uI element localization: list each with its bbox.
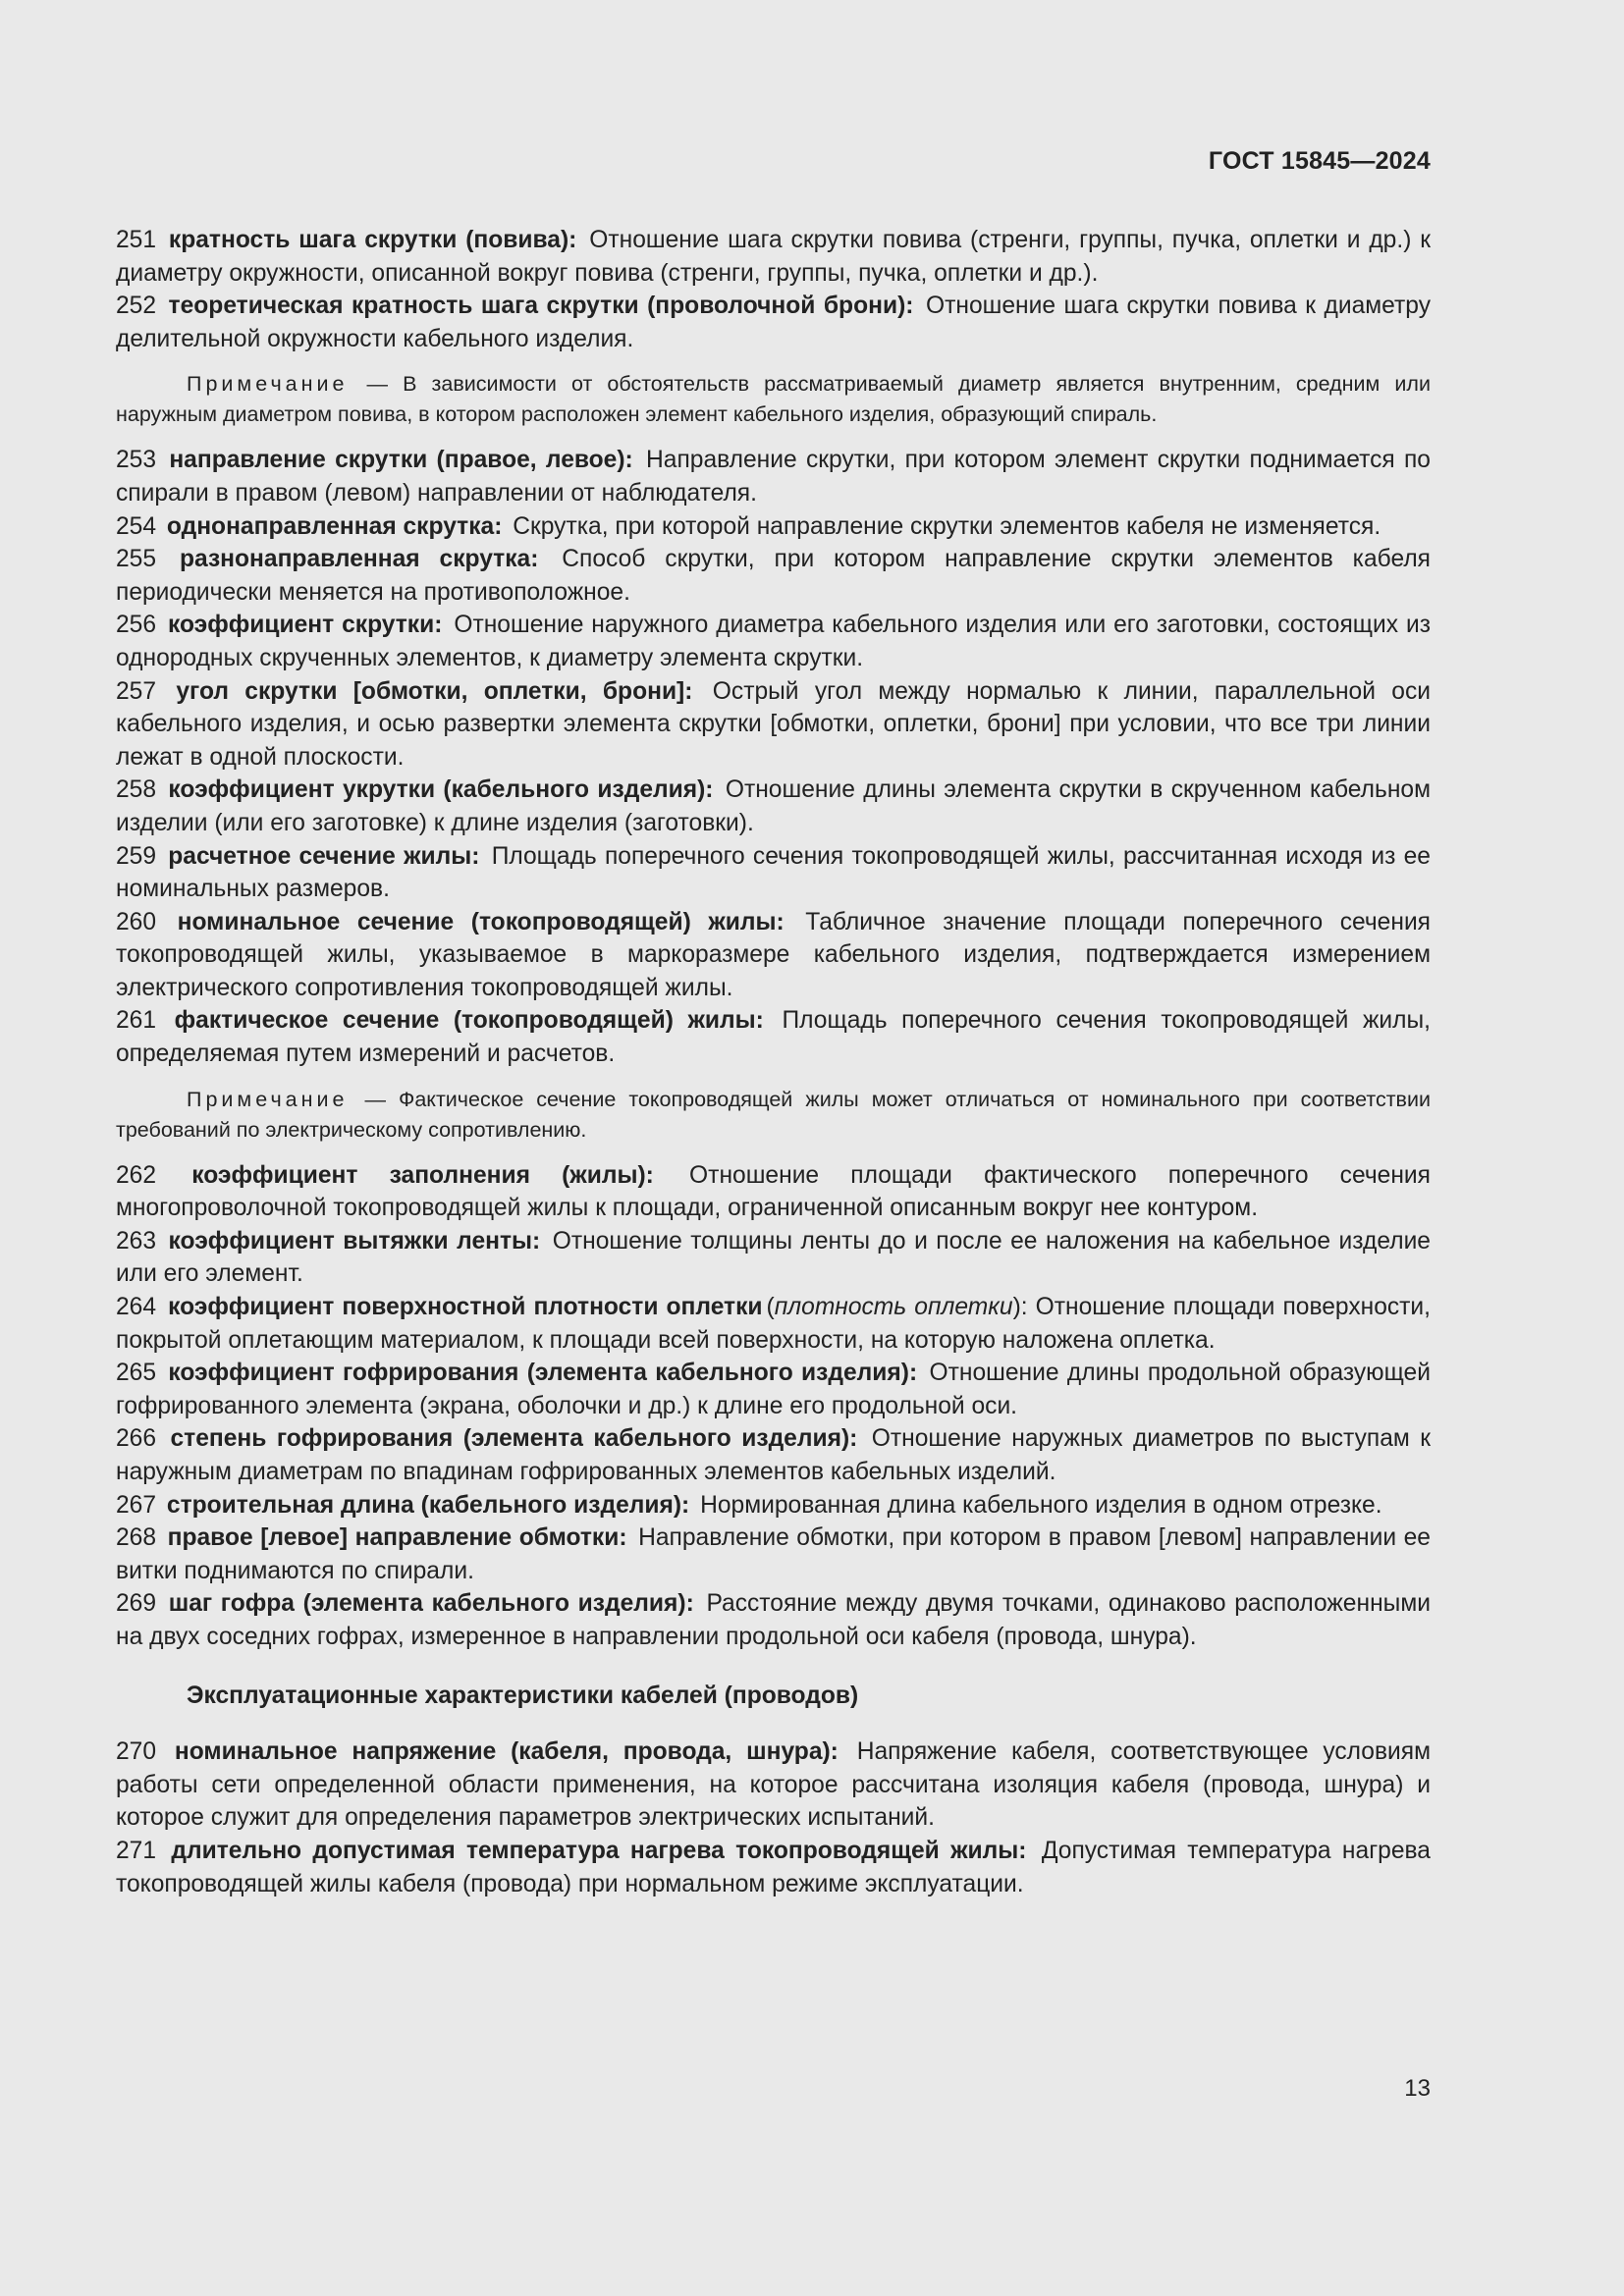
document-header: ГОСТ 15845—2024: [1208, 147, 1431, 175]
entry-term: разнонаправленная скрутка:: [179, 546, 539, 573]
note-1: [116, 369, 1431, 430]
entry-number: 255: [116, 546, 157, 573]
entry-term: номинальное напряжение (кабеля, провода, шнура):: [174, 1738, 839, 1766]
entry-definition: Напряжение кабеля, соответствующее условиям работы сети определенной области применения, на которое рассчитана изоляция кабеля (провода, шнура) и которое служит для определения параметров электрических испытаний.: [116, 1738, 1431, 1832]
entry-term: длительно допустимая температура нагрева токопроводящей жилы:: [171, 1837, 1027, 1864]
entry-number: 267: [116, 1491, 157, 1519]
term-entry-253: [116, 444, 1431, 509]
entry-term: теоретическая кратность шага скрутки (проволочной брони):: [168, 293, 914, 320]
entry-number: 260: [116, 908, 157, 935]
entry-term: коэффициент гофрирования (элемента кабельного изделия):: [168, 1360, 918, 1387]
entry-number: 266: [116, 1425, 157, 1453]
entry-definition: Допустимая температура нагрева токопроводящей жилы кабеля (провода) при нормальном режиме эксплуатации.: [116, 1837, 1431, 1897]
paren-open: (: [766, 1294, 775, 1321]
entry-number: 256: [116, 612, 157, 639]
entry-definition: Табличное значение площади поперечного сечения токопроводящей жилы, указываемое в маркоразмере кабельного изделия, подтверждается измерением электрического сопротивления токопроводящей жилы.: [116, 908, 1432, 1001]
entry-number: 270: [116, 1738, 157, 1766]
entry-definition: Отношение шага скрутки повива (стренги, группы, пучка, оплетки и др.) к диаметру окружности, описанной вокруг повива (стренги, группы, пучка, оплетки и др.).: [116, 227, 1432, 287]
term-entry-251: [116, 224, 1431, 290]
term-entry-266: [116, 1422, 1431, 1488]
entry-term: коэффициент скрутки:: [167, 612, 443, 639]
entry-term: направление скрутки (правое, левое):: [169, 447, 633, 474]
entry-number: 259: [116, 842, 157, 870]
entry-term-synonym: плотность оплетки: [774, 1294, 1013, 1321]
entry-definition: Площадь поперечного сечения токопроводящей жилы, определяемая путем измерений и расчетов.: [116, 1007, 1431, 1068]
page-number: 13: [1404, 2075, 1431, 2102]
entry-definition: Площадь поперечного сечения токопроводящей жилы, рассчитанная исходя из ее номинальных размеров.: [116, 842, 1431, 903]
entry-number: 269: [116, 1590, 157, 1618]
entry-number: 268: [116, 1524, 157, 1552]
entry-number: 252: [116, 293, 157, 320]
entry-definition: Отношение толщины ленты до и после ее наложения на кабельное изделие или его элемент.: [116, 1227, 1431, 1288]
paren-close: ):: [1012, 1294, 1028, 1321]
entry-number: 264: [116, 1294, 157, 1321]
entry-definition: Отношение длины элемента скрутки в скрученном кабельном изделии (или его заготовке) к длине изделия (заготовки).: [116, 776, 1432, 836]
note-text: — Фактическое сечение токопроводящей жилы может отличаться от номинального при соответствии требований по электрическому сопротивлению.: [116, 1087, 1431, 1142]
entry-definition: Направление обмотки, при котором в правом [левом] направлении ее витки поднимаются по спирали.: [116, 1524, 1431, 1584]
entry-term: однонаправленная скрутка:: [166, 512, 503, 540]
entry-definition: Отношение площади фактического поперечного сечения многопроволочной токопроводящей жилы к площади, ограниченной описанным вокруг нее контуром.: [116, 1161, 1431, 1222]
entry-term: коэффициент заполнения (жилы):: [191, 1161, 654, 1189]
term-entry-263: [116, 1225, 1431, 1291]
note-2: [116, 1085, 1431, 1146]
term-entry-269: [116, 1587, 1431, 1653]
term-entry-271: [116, 1835, 1431, 1900]
entry-number: 265: [116, 1360, 157, 1387]
entry-definition: Отношение наружных диаметров по выступам к наружным диаметрам по впадинам гофрированных элементов кабельных изделий.: [116, 1425, 1431, 1485]
term-entry-261: [116, 1004, 1431, 1070]
term-entry-256: [116, 609, 1431, 674]
document-body: [116, 224, 1431, 1900]
term-entry-267: [116, 1489, 1431, 1522]
entry-definition: Скрутка, при которой направление скрутки элементов кабеля не изменяется.: [513, 512, 1381, 540]
entry-definition: Отношение наружного диаметра кабельного изделия или его заготовки, состоящих из однородных скрученных элементов, к диаметру элемента скрутки.: [116, 612, 1431, 671]
entry-number: 254: [116, 512, 157, 540]
term-entry-254: [116, 510, 1431, 544]
entry-number: 263: [116, 1227, 157, 1255]
note-label: Примечание: [187, 372, 349, 397]
note-label: Примечание: [187, 1087, 349, 1111]
entry-term: правое [левое] направление обмотки:: [167, 1524, 627, 1552]
term-entry-264: [116, 1291, 1431, 1357]
term-entry-257: [116, 675, 1431, 774]
entry-definition: Отношение длины продольной образующей гофрированного элемента (экрана, оболочки и др.) к длине его продольной оси.: [116, 1360, 1431, 1419]
term-entry-265: [116, 1357, 1431, 1422]
term-entry-270: [116, 1735, 1431, 1835]
entry-term: фактическое сечение (токопроводящей) жилы:: [174, 1007, 764, 1035]
entry-definition: Отношение шага скрутки повива к диаметру делительной окружности кабельного изделия.: [116, 293, 1432, 352]
term-entry-268: [116, 1522, 1431, 1587]
entry-definition: Направление скрутки, при котором элемент скрутки поднимается по спирали в правом (левом) направлении от наблюдателя.: [116, 447, 1431, 507]
entry-term: шаг гофра (элемента кабельного изделия):: [168, 1590, 694, 1618]
entry-definition: Способ скрутки, при котором направление скрутки элементов кабеля периодически меняется на противоположное.: [116, 546, 1431, 606]
entry-term: кратность шага скрутки (повива):: [168, 227, 577, 253]
entry-number: 271: [116, 1837, 157, 1864]
term-entry-262: [116, 1159, 1431, 1225]
entry-definition: Отношение площади поверхности, покрытой оплетающим материалом, к площади всей поверхности, на которую наложена оплетка.: [116, 1294, 1432, 1354]
entry-number: 253: [116, 447, 157, 474]
entry-term: номинальное сечение (токопроводящей) жилы:: [177, 908, 785, 935]
term-entry-260: [116, 906, 1431, 1005]
entry-definition: Острый угол между нормалью к линии, параллельной оси кабельного изделия, и осью развертки элемента скрутки [обмотки, оплетки, брони] при условии, что все три линии лежат в одной плоскости.: [116, 677, 1431, 771]
entry-term: расчетное сечение жилы:: [168, 842, 480, 870]
entry-number: 251: [116, 227, 157, 253]
entry-term: степень гофрирования (элемента кабельного изделия):: [170, 1425, 858, 1453]
note-text: — В зависимости от обстоятельств рассматриваемый диаметр является внутренним, средним или наружным диаметром повива, в котором расположен элемент кабельного изделия, образующий спираль.: [116, 372, 1431, 427]
entry-term: строительная длина (кабельного изделия):: [166, 1491, 690, 1519]
entry-definition: Расстояние между двумя точками, одинаково расположенными на двух соседних гофрах, измеренное в направлении продольной оси кабеля (провода, шнура).: [116, 1590, 1431, 1650]
entry-term: угол скрутки [обмотки, оплетки, брони]:: [176, 677, 693, 705]
term-entry-252: [116, 290, 1431, 355]
section-heading: Эксплуатационные характеристики кабелей (проводов): [187, 1682, 859, 1709]
entry-term: коэффициент поверхностной плотности оплетки: [168, 1294, 763, 1321]
entry-term: коэффициент укрутки (кабельного изделия):: [168, 776, 714, 804]
term-entry-259: [116, 840, 1431, 906]
entry-number: 262: [116, 1161, 157, 1189]
entry-definition: Нормированная длина кабельного изделия в одном отрезке.: [700, 1491, 1382, 1519]
term-entry-258: [116, 774, 1431, 839]
entry-number: 257: [116, 677, 157, 705]
entry-number: 258: [116, 776, 157, 804]
entry-number: 261: [116, 1007, 157, 1035]
term-entry-255: [116, 543, 1431, 609]
entry-term: коэффициент вытяжки ленты:: [168, 1227, 541, 1255]
